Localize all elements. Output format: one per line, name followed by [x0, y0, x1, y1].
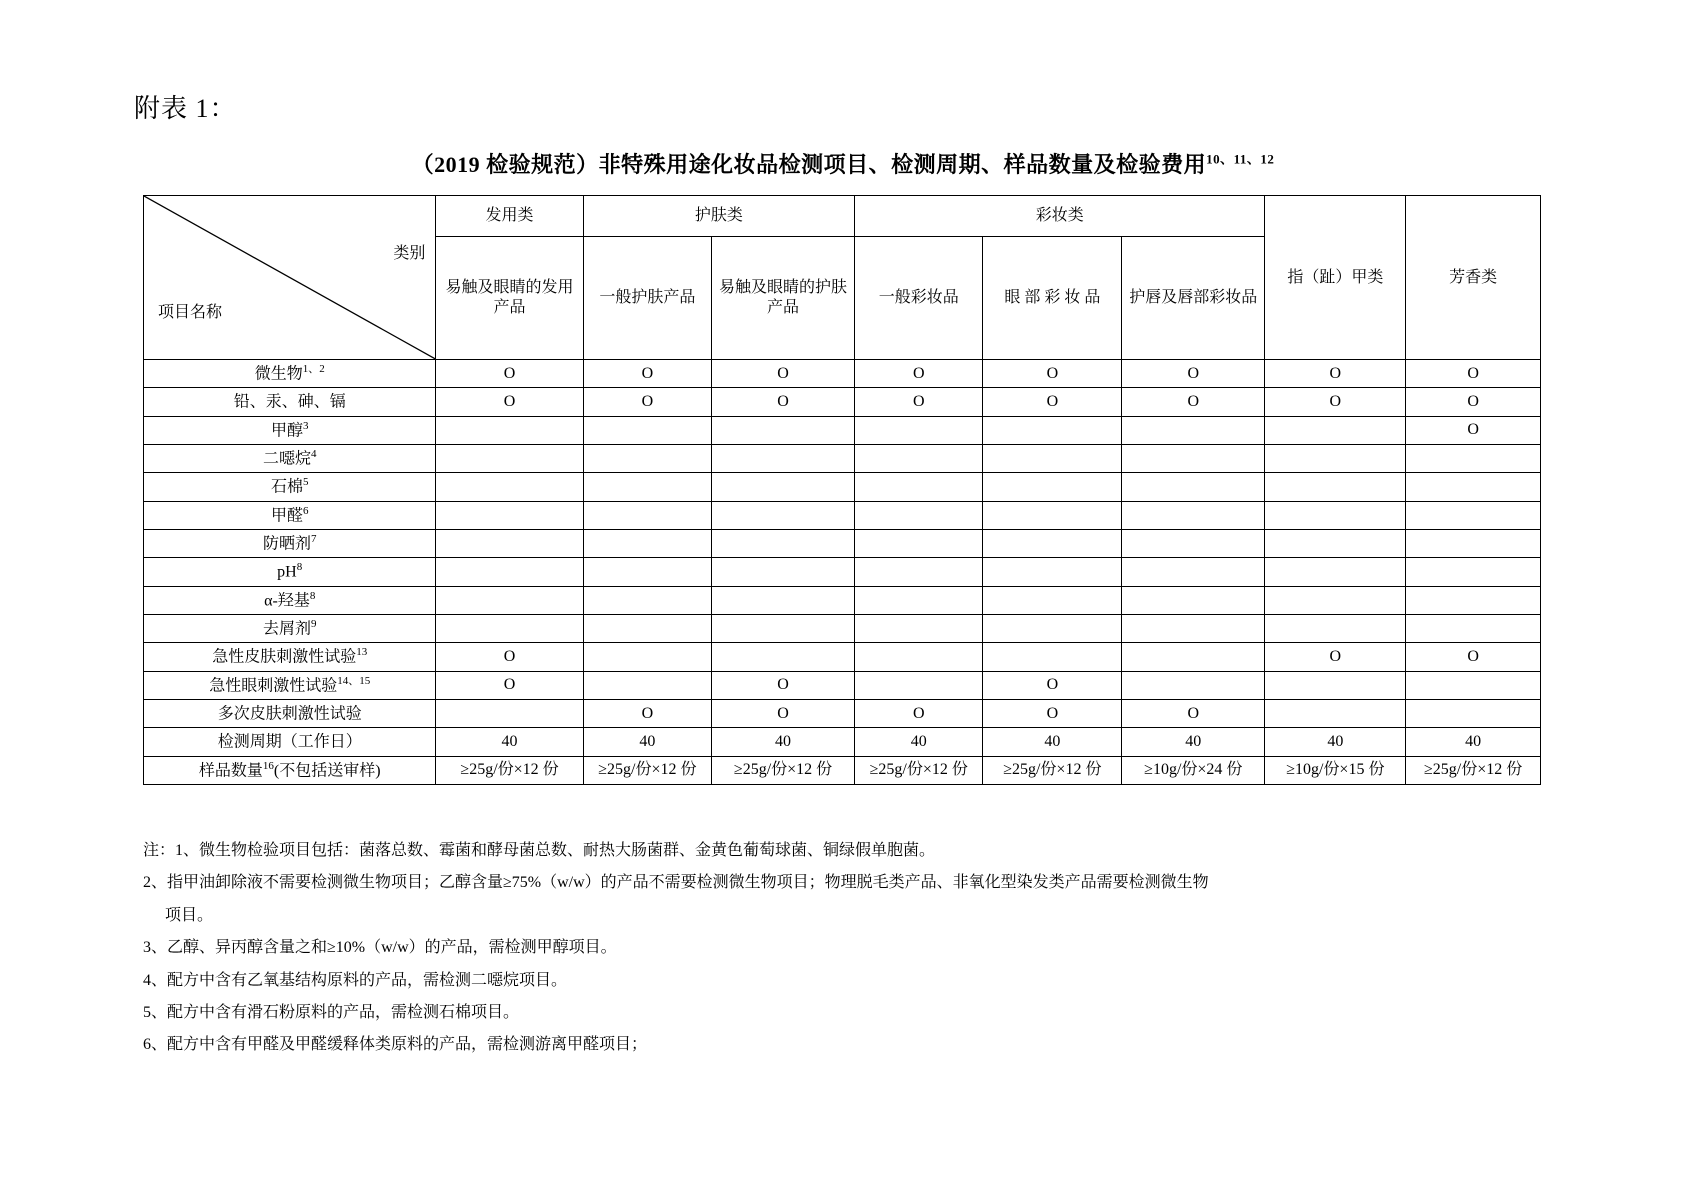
cell-mark	[1265, 614, 1406, 642]
row-label	[144, 586, 436, 614]
cell-mark: O	[712, 388, 855, 416]
cell-value: ≥25g/份×12 份	[436, 756, 583, 784]
cell-mark	[1265, 586, 1406, 614]
cell-value: 40	[583, 728, 711, 756]
cell-mark	[855, 473, 983, 501]
cell-mark	[436, 501, 583, 529]
cell-mark	[1406, 586, 1541, 614]
cell-mark: O	[583, 699, 711, 727]
cell-mark	[983, 416, 1122, 444]
row-label	[144, 699, 436, 727]
row-label-text: 样品数量	[198, 761, 263, 779]
row-label-superscript: 5	[302, 476, 309, 489]
cell-mark	[1406, 699, 1541, 727]
cell-mark: O	[712, 699, 855, 727]
cell-value: ≥25g/份×12 份	[583, 756, 711, 784]
cell-mark	[855, 643, 983, 671]
cell-mark	[1265, 501, 1406, 529]
footnote-4: 4、配方中含有乙氧基结构原料的产品，需检测二噁烷项目。	[143, 971, 568, 989]
group-header-hair: 发用类	[436, 196, 583, 237]
cell-mark	[855, 444, 983, 472]
cell-mark	[855, 671, 983, 699]
row-label-text: 防晒剂	[262, 535, 311, 553]
cell-mark	[983, 529, 1122, 557]
table-row	[144, 388, 1541, 416]
cell-mark	[983, 614, 1122, 642]
cell-mark: O	[983, 388, 1122, 416]
cell-mark: O	[712, 671, 855, 699]
row-label-superscript: 14、15	[337, 674, 371, 687]
cell-mark	[1406, 558, 1541, 586]
row-label	[144, 473, 436, 501]
cell-mark	[983, 558, 1122, 586]
row-label	[144, 756, 436, 784]
row-label-text: 多次皮肤刺激性试验	[217, 705, 362, 723]
cell-mark	[1406, 444, 1541, 472]
row-label-text: 石棉	[270, 478, 303, 496]
cell-mark: O	[436, 643, 583, 671]
cell-value: 40	[1265, 728, 1406, 756]
row-label-superscript: 3	[302, 419, 309, 432]
cell-mark	[983, 473, 1122, 501]
cell-mark	[583, 643, 711, 671]
row-label	[144, 728, 436, 756]
row-label-text: 检测周期（工作日）	[217, 733, 362, 751]
cell-mark	[583, 529, 711, 557]
cell-mark: O	[1122, 699, 1265, 727]
row-label-text: 甲醇	[270, 421, 303, 439]
row-label-text: 二噁烷	[262, 450, 311, 468]
row-label-text: 去屑剂	[262, 620, 311, 638]
cell-mark	[1406, 671, 1541, 699]
sub-header-general-skincare: 一般护肤产品	[583, 237, 711, 360]
row-label-text: 铅、汞、砷、镉	[233, 393, 346, 411]
cell-mark: O	[436, 360, 583, 388]
row-label-superscript: 8	[296, 561, 303, 574]
group-header-makeup: 彩妆类	[855, 196, 1265, 237]
cell-mark	[1122, 614, 1265, 642]
cell-mark: O	[436, 671, 583, 699]
cell-value: 40	[855, 728, 983, 756]
cell-mark	[583, 586, 711, 614]
cell-mark	[1265, 671, 1406, 699]
row-label-superscript: 1、2	[302, 363, 325, 375]
cell-value: ≥25g/份×12 份	[712, 756, 855, 784]
cell-mark: O	[1406, 360, 1541, 388]
row-label	[144, 614, 436, 642]
cell-mark: O	[1122, 388, 1265, 416]
row-label	[144, 671, 436, 699]
row-label-tail: (不包括送审样)	[273, 761, 381, 779]
cell-mark	[712, 586, 855, 614]
row-label-superscript: 8	[309, 589, 316, 602]
cell-mark	[436, 699, 583, 727]
cell-mark	[1265, 473, 1406, 501]
cell-mark	[436, 444, 583, 472]
footnote-6: 6、配方中含有甲醛及甲醛缓释体类原料的产品，需检测游离甲醛项目；	[143, 1036, 648, 1054]
sub-header-hair-eye-contact: 易触及眼睛的发用产品	[436, 237, 583, 360]
cell-mark: O	[1265, 643, 1406, 671]
cell-value: 40	[436, 728, 583, 756]
cell-value: 40	[1406, 728, 1541, 756]
table-row	[144, 501, 1541, 529]
cell-mark	[983, 444, 1122, 472]
footnote-1: 注：1、微生物检验项目包括：菌落总数、霉菌和酵母菌总数、耐热大肠菌群、金黄色葡萄球菌、铜绿假单胞菌。	[143, 842, 936, 859]
cell-mark	[1406, 614, 1541, 642]
page-title-text: （2019 检验规范）非特殊用途化妆品检测项目、检测周期、样品数量及检验费用	[411, 152, 1207, 177]
footnote-2-continued: 项目。	[165, 906, 214, 924]
table-row	[144, 614, 1541, 642]
cell-mark	[583, 473, 711, 501]
row-label-superscript: 6	[302, 504, 309, 517]
cell-mark: O	[1406, 416, 1541, 444]
corner-header-cell	[144, 196, 436, 360]
cell-value: ≥25g/份×12 份	[855, 756, 983, 784]
sub-header-skincare-eye-contact: 易触及眼睛的护肤产品	[712, 237, 855, 360]
cell-mark	[583, 614, 711, 642]
row-label-superscript: 13	[356, 646, 368, 659]
cell-value: 40	[983, 728, 1122, 756]
cell-value: ≥10g/份×24 份	[1122, 756, 1265, 784]
inspection-items-table	[143, 195, 1541, 785]
cell-mark	[436, 529, 583, 557]
cell-mark	[983, 586, 1122, 614]
row-label-superscript: 9	[310, 617, 317, 630]
sub-header-eye-makeup: 眼 部 彩 妆 品	[983, 237, 1122, 360]
row-label	[144, 360, 436, 388]
cell-mark	[855, 529, 983, 557]
cell-mark	[436, 586, 583, 614]
cell-value: 40	[712, 728, 855, 756]
cell-mark	[1122, 416, 1265, 444]
cell-mark: O	[855, 699, 983, 727]
cell-mark	[1122, 586, 1265, 614]
row-label-text: pH	[277, 563, 297, 581]
table-header-group-row	[144, 196, 1541, 237]
row-label-text: 急性皮肤刺激性试验	[212, 648, 357, 666]
cell-mark: O	[855, 360, 983, 388]
row-label-superscript: 4	[310, 447, 317, 460]
row-label	[144, 388, 436, 416]
cell-mark	[1122, 671, 1265, 699]
cell-mark: O	[1406, 388, 1541, 416]
cell-mark: O	[583, 360, 711, 388]
cell-mark	[712, 416, 855, 444]
cell-mark	[1265, 699, 1406, 727]
cell-mark	[855, 558, 983, 586]
footnote-3: 3、乙醇、异丙醇含量之和≥10%（w/w）的产品，需检测甲醇项目。	[143, 939, 617, 957]
footnote-2: 2、指甲油卸除液不需要检测微生物项目；乙醇含量≥75%（w/w）的产品不需要检测微生物项目；物理脱毛类产品、非氧化型染发类产品需要检测微生物	[143, 874, 1209, 892]
cell-value: ≥25g/份×12 份	[983, 756, 1122, 784]
row-label-text: 甲醛	[270, 506, 303, 524]
table-row	[144, 473, 1541, 501]
cell-mark	[583, 416, 711, 444]
cell-mark	[1122, 501, 1265, 529]
row-label	[144, 558, 436, 586]
cell-mark	[1122, 473, 1265, 501]
cell-mark	[855, 416, 983, 444]
row-label-text: 急性眼刺激性试验	[209, 676, 338, 694]
group-header-fragrance: 芳香类	[1406, 196, 1541, 360]
row-label-text: α-羟基	[264, 591, 310, 609]
cell-value: ≥25g/份×12 份	[1406, 756, 1541, 784]
cell-mark	[712, 643, 855, 671]
cell-mark	[583, 444, 711, 472]
cell-mark: O	[1265, 388, 1406, 416]
cell-mark	[1265, 529, 1406, 557]
cell-mark	[712, 558, 855, 586]
cell-mark	[712, 529, 855, 557]
cell-value: ≥10g/份×15 份	[1265, 756, 1406, 784]
cell-mark	[712, 473, 855, 501]
cell-mark: O	[983, 671, 1122, 699]
table-row	[144, 558, 1541, 586]
row-label-text: 微生物	[254, 365, 303, 383]
cell-mark	[1122, 444, 1265, 472]
cell-mark	[855, 501, 983, 529]
cell-mark	[1265, 444, 1406, 472]
category-axis-label: 类别	[393, 245, 426, 262]
row-label	[144, 643, 436, 671]
sub-header-lip-makeup: 护唇及唇部彩妆品	[1122, 237, 1265, 360]
footnote-5: 5、配方中含有滑石粉原料的产品，需检测石棉项目。	[143, 1003, 520, 1021]
cell-mark	[712, 614, 855, 642]
row-label	[144, 444, 436, 472]
cell-mark	[1406, 529, 1541, 557]
cell-mark	[436, 614, 583, 642]
page-title	[143, 148, 1543, 179]
cell-mark: O	[1406, 643, 1541, 671]
cell-mark	[983, 643, 1122, 671]
cell-mark	[1265, 558, 1406, 586]
row-label	[144, 529, 436, 557]
table-row-sample-quantity	[144, 756, 1541, 784]
cell-mark: O	[1265, 360, 1406, 388]
table-row	[144, 671, 1541, 699]
cell-mark	[1265, 416, 1406, 444]
table-row	[144, 416, 1541, 444]
cell-mark	[583, 501, 711, 529]
table-row	[144, 360, 1541, 388]
table-row	[144, 444, 1541, 472]
row-label-superscript: 16	[262, 759, 274, 772]
cell-mark: O	[983, 360, 1122, 388]
diagonal-divider-icon	[144, 196, 435, 359]
cell-mark	[1122, 643, 1265, 671]
cell-mark: O	[983, 699, 1122, 727]
table-row	[144, 699, 1541, 727]
group-header-skincare: 护肤类	[583, 196, 854, 237]
cell-mark	[583, 671, 711, 699]
cell-mark	[855, 586, 983, 614]
cell-mark	[1406, 473, 1541, 501]
table-row	[144, 529, 1541, 557]
cell-mark	[855, 614, 983, 642]
cell-mark	[983, 501, 1122, 529]
item-axis-label: 项目名称	[158, 304, 223, 321]
table-row	[144, 728, 1541, 756]
cell-mark: O	[1122, 360, 1265, 388]
cell-mark	[1122, 529, 1265, 557]
cell-mark: O	[712, 360, 855, 388]
cell-mark	[583, 558, 711, 586]
table-row	[144, 586, 1541, 614]
cell-mark	[436, 558, 583, 586]
sub-header-general-makeup: 一般彩妆品	[855, 237, 983, 360]
table-row	[144, 643, 1541, 671]
row-label	[144, 416, 436, 444]
cell-mark	[712, 444, 855, 472]
cell-mark	[1406, 501, 1541, 529]
row-label	[144, 501, 436, 529]
cell-mark	[436, 473, 583, 501]
cell-mark: O	[436, 388, 583, 416]
cell-mark	[436, 416, 583, 444]
cell-mark	[712, 501, 855, 529]
cell-mark: O	[855, 388, 983, 416]
footnotes	[143, 836, 1543, 1063]
attachment-label: 附表 1：	[134, 94, 237, 123]
row-label-superscript: 7	[310, 532, 317, 545]
cell-mark: O	[583, 388, 711, 416]
cell-mark	[1122, 558, 1265, 586]
page-title-superscript: 10、11、12	[1206, 151, 1275, 167]
group-header-nail: 指（趾）甲类	[1265, 196, 1406, 360]
cell-value: 40	[1122, 728, 1265, 756]
